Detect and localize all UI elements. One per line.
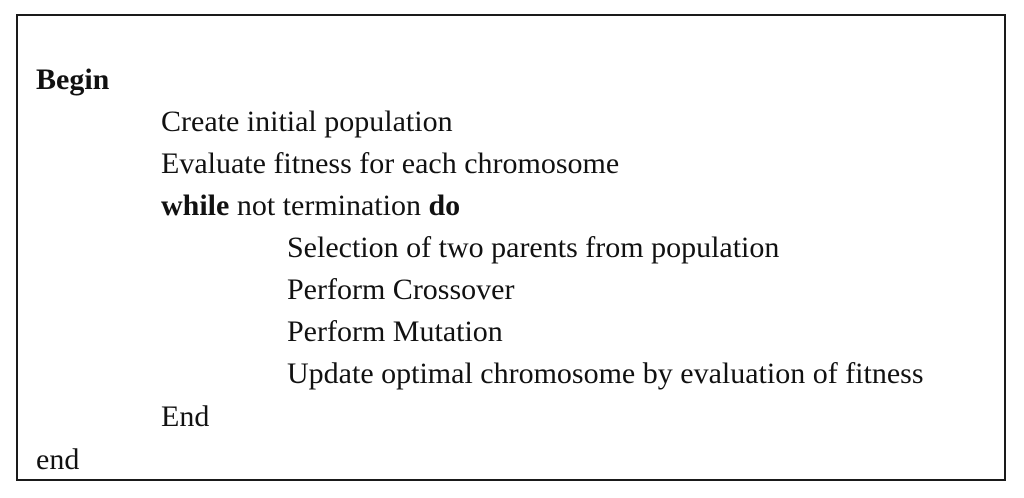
step-update-optimal: Update optimal chromosome by evaluation of fitness (287, 357, 924, 390)
do-keyword: do (428, 189, 461, 222)
while-condition: not termination (229, 189, 429, 222)
end-keyword: end (36, 443, 80, 476)
while-keyword: while (161, 189, 230, 222)
step-mutation: Perform Mutation (287, 315, 503, 348)
step-selection: Selection of two parents from population (287, 231, 780, 264)
algorithm-box (16, 14, 1006, 481)
step-evaluate-fitness: Evaluate fitness for each chromosome (161, 147, 620, 180)
begin-keyword: Begin (36, 63, 110, 96)
while-loop-header (161, 189, 460, 223)
step-create-population: Create initial population (161, 105, 453, 138)
step-crossover: Perform Crossover (287, 273, 515, 306)
end-loop-keyword: End (161, 400, 210, 433)
